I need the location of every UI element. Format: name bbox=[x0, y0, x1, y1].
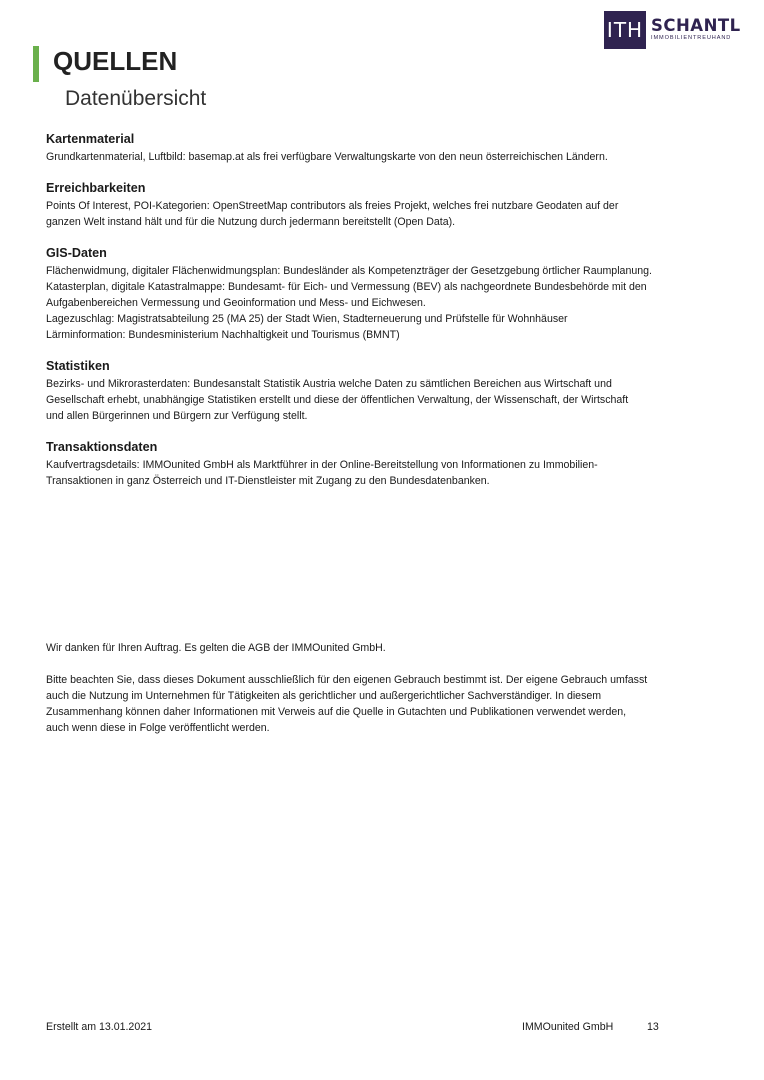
section-heading: Statistiken bbox=[46, 359, 110, 373]
company-logo bbox=[604, 11, 741, 49]
section-line: Kaufvertragsdetails: IMMOunited GmbH als Marktführer in der Online-Bereitstellung von Informationen zu Immobilien- bbox=[46, 459, 598, 471]
footer-created-date: Erstellt am 13.01.2021 bbox=[46, 1021, 152, 1033]
section-line: Transaktionen in ganz Österreich und IT-Dienstleister mit Zugang zu den Bundesdatenbanken. bbox=[46, 475, 490, 487]
section-line: Flächenwidmung, digitaler Flächenwidmungsplan: Bundesländer als Kompetenzträger der Gesetzgebung örtlicher Raumplanung. bbox=[46, 265, 652, 277]
notice-line: Bitte beachten Sie, dass dieses Dokument ausschließlich für den eigenen Gebrauch bestimmt ist. Der eigene Gebrauch umfasst bbox=[46, 674, 648, 686]
sources-content bbox=[46, 131, 726, 504]
section-heading: Transaktionsdaten bbox=[46, 440, 158, 454]
section-heading: Kartenmaterial bbox=[46, 132, 135, 146]
section-line: Bezirks- und Mikrorasterdaten: Bundesanstalt Statistik Austria welche Daten zu sämtlichen Bereichen aus Wirtschaft und bbox=[46, 378, 612, 390]
page-title: QUELLEN bbox=[53, 46, 178, 76]
section-gis-daten bbox=[46, 245, 726, 343]
section-transaktionsdaten bbox=[46, 439, 726, 489]
section-line: Katasterplan, digitale Katastralmappe: Bundesamt- für Eich- und Vermessung (BEV) als nachgeordnete Bundesbehörde mit den bbox=[46, 281, 647, 293]
notice-line: Zusammenhang können daher Informationen mit Verweis auf die Quelle in Gutachten und Publikationen verwendet werden, bbox=[46, 706, 627, 718]
section-line: Aufgabenbereichen Vermessung und Geoinformation und Mess- und Eichwesen. bbox=[46, 297, 426, 309]
section-heading: GIS-Daten bbox=[46, 246, 107, 260]
footer-page-number: 13 bbox=[647, 1021, 659, 1033]
section-line: Grundkartenmaterial, Luftbild: basemap.at als frei verfügbare Verwaltungskarte von den neun österreichischen Ländern. bbox=[46, 151, 608, 163]
title-accent-bar bbox=[33, 46, 39, 82]
section-erreichbarkeiten bbox=[46, 180, 726, 230]
usage-notice bbox=[46, 672, 726, 736]
logo-tagline: IMMOBILIENTREUHAND bbox=[651, 35, 732, 42]
section-line: Lagezuschlag: Magistratsabteilung 25 (MA 25) der Stadt Wien, Stadterneuerung und Prüfstelle für Wohnhäuser bbox=[46, 313, 568, 325]
logo-mark-icon: ITH bbox=[604, 11, 646, 49]
section-text bbox=[46, 198, 726, 230]
closing-notes bbox=[46, 640, 726, 752]
logo-text bbox=[651, 15, 741, 42]
section-heading: Erreichbarkeiten bbox=[46, 181, 146, 195]
section-line: Lärminformation: Bundesministerium Nachhaltigkeit und Tourismus (BMNT) bbox=[46, 329, 400, 341]
page-subtitle: Datenübersicht bbox=[65, 87, 207, 110]
section-kartenmaterial bbox=[46, 131, 726, 165]
notice-line: auch wenn diese in Folge veröffentlicht werden. bbox=[46, 722, 270, 734]
section-line: Gesellschaft erhebt, unabhängige Statistiken erstellt und diese der öffentlichen Verwaltung, der Wissenschaft, der Wirtschaft bbox=[46, 394, 629, 406]
section-line: Points Of Interest, POI-Kategorien: OpenStreetMap contributors als freies Projekt, welches frei nutzbare Geodaten auf der bbox=[46, 200, 619, 212]
footer-company: IMMOunited GmbH bbox=[522, 1021, 614, 1033]
logo-name: SCHANTL bbox=[651, 15, 741, 35]
section-statistiken bbox=[46, 358, 726, 424]
section-text bbox=[46, 376, 726, 424]
section-text bbox=[46, 457, 726, 489]
section-line: und allen Bürgerinnen und Bürgern zur Verfügung stellt. bbox=[46, 410, 308, 422]
section-line: ganzen Welt instand hält und für die Nutzung durch jedermann bereitstellt (Open Data). bbox=[46, 216, 456, 228]
section-text bbox=[46, 263, 726, 343]
notice-line: auch die Nutzung im Unternehmen für Tätigkeiten als gerichtlicher und außergerichtlicher Sachverständiger. In diesem bbox=[46, 690, 602, 702]
thanks-text: Wir danken für Ihren Auftrag. Es gelten die AGB der IMMOunited GmbH. bbox=[46, 642, 386, 654]
section-text bbox=[46, 149, 726, 165]
